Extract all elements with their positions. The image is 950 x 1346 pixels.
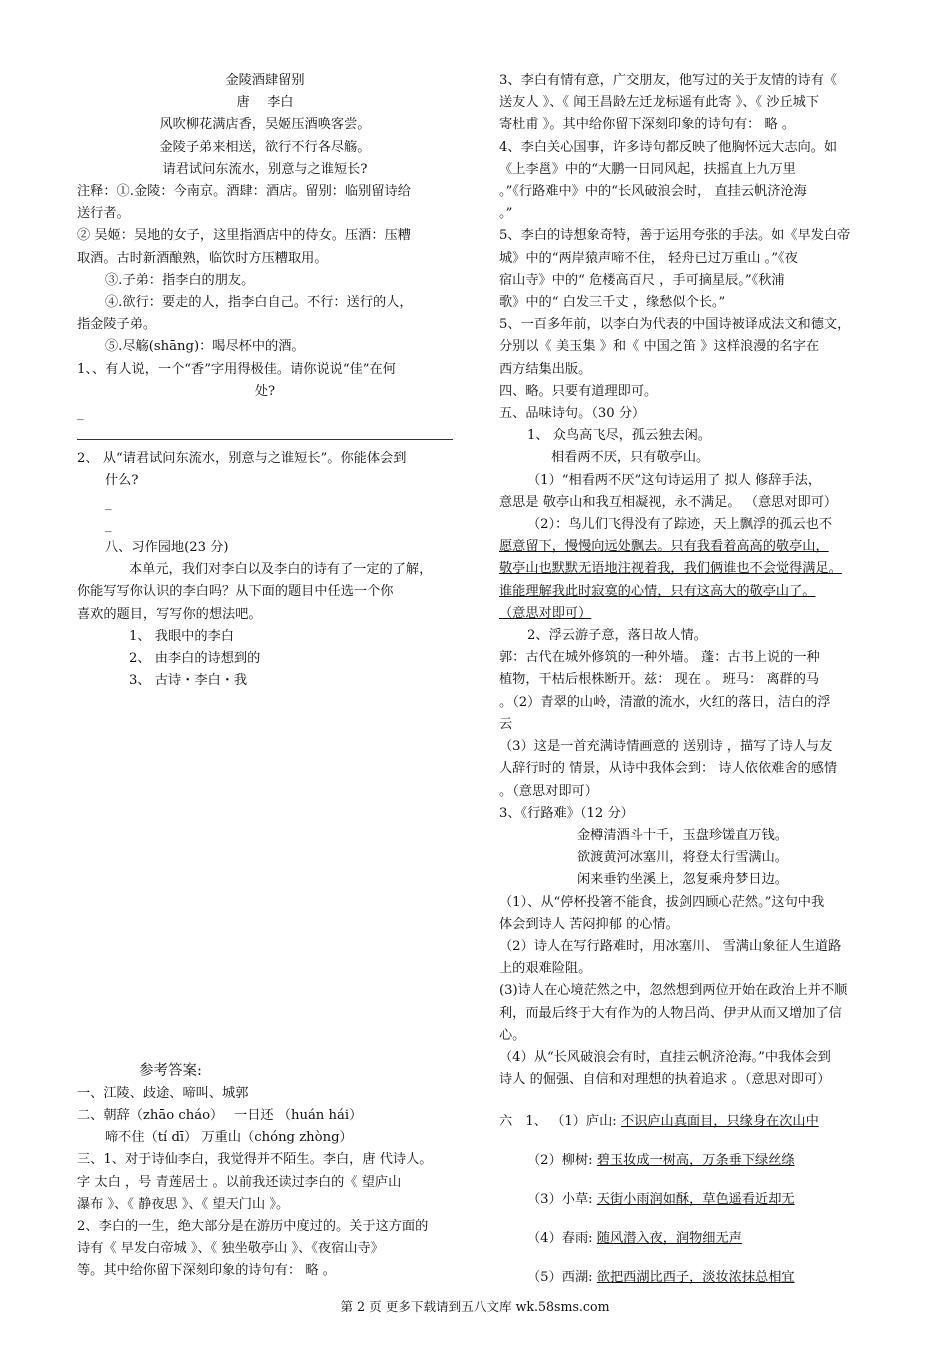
answer-line: 。”《行路难中》中的“长风破浪会时， 直挂云帆济沧海 (499, 184, 807, 200)
section6-label: （3）小草: (527, 1192, 593, 1208)
answer-line: 敬亭山也默默无语地注视着我，我们俩谁也不会觉得满足。 (499, 561, 842, 577)
answer-line: 5、一百多年前，以李白为代表的中国诗被译成法文和德文， (499, 317, 851, 333)
note-line: 送行者。 (77, 206, 130, 222)
section6-answer: 碧玉妆成一树高，万条垂下绿丝绦 (596, 1153, 795, 1169)
section6-label: （4）春雨: (527, 1231, 593, 1247)
answer-line: 五、品味诗句。（30 分） (499, 406, 646, 422)
page-footer: 第 2 页 更多下载请到五八文库 wk.58sms.com (340, 1299, 610, 1314)
right-column (499, 70, 875, 1306)
answer-line: (3)诗人在心境茫然之中，忽然想到两位开始在政治上并不顺 (499, 983, 848, 999)
blank-writing-space (77, 692, 453, 1060)
answer-line: 意思是 敬亭山和我互相凝视，永不满足。 （意思对即可） (499, 494, 838, 510)
section6-label: （1）庐山: (551, 1114, 617, 1130)
note-line: ③.子弟：指李白的朋友。 (105, 272, 255, 288)
answer-line: 植物，干枯后根株断开。兹： 现在 。 班马： 离群的马 (499, 672, 820, 688)
answer-line: 2、浮云游子意，落日故人情。 (527, 628, 707, 644)
answer-line: 。” (499, 206, 513, 222)
answer-line: 4、李白关心国事，许多诗句都反映了他胸怀远大志向。如 (499, 139, 838, 155)
answer-line: 体会到诗人 苦闷抑郁 的心情。 (499, 916, 679, 932)
answer-line: 愿意留下，慢慢向远处飘去。只有我看着高高的敬亭山， (499, 539, 829, 555)
answer-line: （2）：鸟儿们飞得没有了踪迹，天上飘浮的孤云也不 (527, 517, 833, 533)
poem-title: 金陵酒肆留别 (225, 73, 305, 88)
section8-intro: 你能写写你认识的李白吗？从下面的题目中任选一个你 (77, 584, 394, 600)
section8-topic: 2、 由李白的诗想到的 (129, 651, 261, 667)
answer-line: 。（2）青翠的山岭，清澈的流水，火红的落日，洁白的浮 (499, 694, 831, 710)
poem-line: 1、 众鸟高飞尽，孤云独去闲。 (527, 428, 712, 444)
section6-label: （2）柳树: (527, 1153, 593, 1169)
question-1: 1、、有人说，一个“香”字用得极佳。请你说说“佳”在何 (77, 361, 396, 377)
section8-topic: 3、 古诗・李白・我 (129, 673, 248, 689)
poem-line: 风吹柳花满店香，吴姬压酒唤客尝。 (159, 117, 371, 133)
answer-3: 2、李白的一生，绝大部分是在游历中度过的。关于这方面的 (77, 1218, 429, 1234)
section6-prefix: 六 1、 (499, 1114, 547, 1130)
section6-item (499, 1189, 875, 1228)
answer-line: 云 (499, 716, 513, 732)
poem-line: 闲来垂钓坐溪上，忽复乘舟梦日边。 (577, 872, 788, 888)
answer-line: 人辞行时的 情景，从诗中我体会到： 诗人依依难舍的感情 (499, 761, 838, 777)
section6-answer: 欲把西湖比西子，淡妆浓抹总相宜 (596, 1270, 795, 1286)
answer-3: 三、1、对于诗仙李白，我觉得并不陌生。李白，唐 代诗人。 (77, 1152, 433, 1168)
section8-topic: 1、 我眼中的李白 (129, 628, 234, 644)
section6-item (499, 1111, 875, 1150)
answer-1: 一、江陵、歧途、啼叫、城郭 (77, 1085, 249, 1101)
answer-3: 瀑布 》、《 静夜思 》、《 望天门山 》。 (77, 1196, 290, 1212)
answer-line: 《上李邕》中的“大鹏一日同风起，扶摇直上九万里 (499, 161, 796, 177)
section6-answer: 随风潜入夜，润物细无声 (596, 1231, 742, 1247)
answer-line: 宿山寺》中的“ 危楼高百尺 ，手可摘星辰。”《秋浦 (499, 272, 785, 288)
note-line: 指金陵子弟。 (77, 317, 157, 333)
answer-line: 心。 (499, 1027, 526, 1043)
answer-line: 。（意思对即可） (499, 783, 598, 799)
answers-title: 参考答案: (139, 1063, 202, 1080)
answer-line: 3、《行路难》（12 分） (499, 805, 634, 821)
answer-line: （2）诗人在写行路难时，用冰塞川、 雪满山象征人生道路 (499, 938, 842, 954)
answer-rule (77, 425, 453, 440)
note-line: ② 吴姬：吴地的女子，这里指酒店中的侍女。压酒：压糟 (77, 228, 411, 244)
answer-2-cont: 啼不住（tí dī） 万重山（chóng zhòng） (105, 1130, 353, 1146)
section8-title: 八、习作园地(23 分) (105, 540, 229, 556)
answer-line: （1）、从“停杯投箸不能食，拔剑四顾心茫然。”这句中我 (499, 894, 825, 910)
answer-line: 城》中的“两岸猿声啼不住， 轻舟已过万重山 。”《夜 (499, 250, 798, 266)
question-2: 2、 从“请君试问东流水，别意与之谁短长”。你能体会到 (77, 451, 407, 467)
section6-answer: 不识庐山真面目，只缘身在次山中 (620, 1114, 819, 1130)
poem-line: 欲渡黄河冰塞川，将登太行雪满山。 (577, 850, 788, 866)
answer-line: 谁能理解我此时寂寞的心情，只有这高大的敬亭山了。 (499, 583, 816, 599)
answer-2: 二、朝辞（zhāo cháo） 一日还 （huán hái） (77, 1107, 363, 1123)
left-column (77, 70, 453, 1283)
answer-line: 5、李白的诗想象奇特，善于运用夸张的手法。如《早发白帝 (499, 228, 851, 244)
answer-line: 送友人 》、《 闻王昌龄左迁龙标遥有此寄 》、《 沙丘城下 (499, 95, 820, 111)
spacer (499, 1091, 875, 1111)
answer-line: 四、略。只要有道理即可。 (499, 383, 658, 399)
answer-line: 分别以《 美玉集 》和《 中国之笛 》这样浪漫的名字在 (499, 339, 820, 355)
answer-line: （1）“相看两不厌”这句诗运用了 拟人 修辞手法， (527, 472, 822, 488)
section6-label: （5）西湖: (527, 1270, 593, 1286)
answer-line: 西方结集出版。 (499, 361, 592, 377)
answer-line: 上的艰难险阻。 (499, 961, 592, 977)
section6-answer: 天街小雨润如酥，草色遥看近却无 (596, 1192, 795, 1208)
answer-line: （3）这是一首充满诗情画意的 送别诗 ，描写了诗人与友 (499, 739, 833, 755)
note-line: ⑤.尽觞(shāng)：喝尽杯中的酒。 (105, 339, 305, 355)
note-line: 取酒。古时新酒酿熟，临饮时方压糟取用。 (77, 250, 328, 266)
section6 (499, 1111, 875, 1306)
answer-line: 利，而最后终于大有作为的人物吕尚、伊尹从而又增加了信 (499, 1005, 842, 1021)
section6-item (499, 1228, 875, 1267)
section6-item (499, 1150, 875, 1189)
question-2-cont: 什么? (105, 473, 139, 489)
blank-mark: _ (105, 517, 112, 533)
answer-line: 寄杜甫 》。其中给你留下深刻印象的诗句有： 略 。 (499, 117, 796, 133)
section8-intro: 喜欢的题目，写写你的想法吧。 (77, 606, 262, 622)
poem-line: 金樽清酒斗十千，玉盘珍馐直万钱。 (577, 827, 788, 843)
poem-line: 相看两不厌，只有敬亭山。 (551, 450, 710, 466)
section8-intro: 本单元，我们对李白以及李白的诗有了一定的了解， (129, 562, 433, 578)
poem-line: 请君试问东流水，别意与之谁短长? (162, 161, 368, 177)
note-line: 注释：①.金陵：今南京。酒肆：酒店。留别：临别留诗给 (77, 184, 411, 200)
poem-author: 唐 李白 (236, 95, 294, 111)
answer-line: 郭：古代在城外修筑的一种外墙。 蓬：古书上说的一种 (499, 650, 820, 666)
answer-3: 等。其中给你留下深刻印象的诗句有： 略 。 (77, 1263, 336, 1279)
blank-mark: _ (77, 406, 84, 422)
answer-3: 诗有《 早发白帝城 》、《 独坐敬亭山 》、《夜宿山寺》 (77, 1241, 384, 1257)
note-line: ④.欲行：要走的人，指李白自己。不行：送行的人， (105, 295, 413, 311)
answer-line: 诗人 的倔强、自信和对理想的执着追求 。（意思对即可） (499, 1072, 831, 1088)
answer-line: 歌》中的“ 白发三千丈 ，缘愁似个长。” (499, 295, 726, 311)
answer-3: 字 太白 ，号 青莲居士 。以前我还读过李白的《 望庐山 (77, 1174, 402, 1190)
answer-line: （意思对即可） (499, 605, 592, 621)
question-1-cont: 处? (254, 383, 276, 399)
poem-line: 金陵子弟来相送，欲行不行各尽觞。 (159, 139, 371, 155)
blank-mark: _ (105, 495, 112, 511)
answer-line: （4）从“长风破浪会有时，直挂云帆济沧海。”中我体会到 (499, 1049, 831, 1065)
answer-line: 3、李白有情有意，广交朋友，他写过的关于友情的诗有《 (499, 73, 838, 88)
